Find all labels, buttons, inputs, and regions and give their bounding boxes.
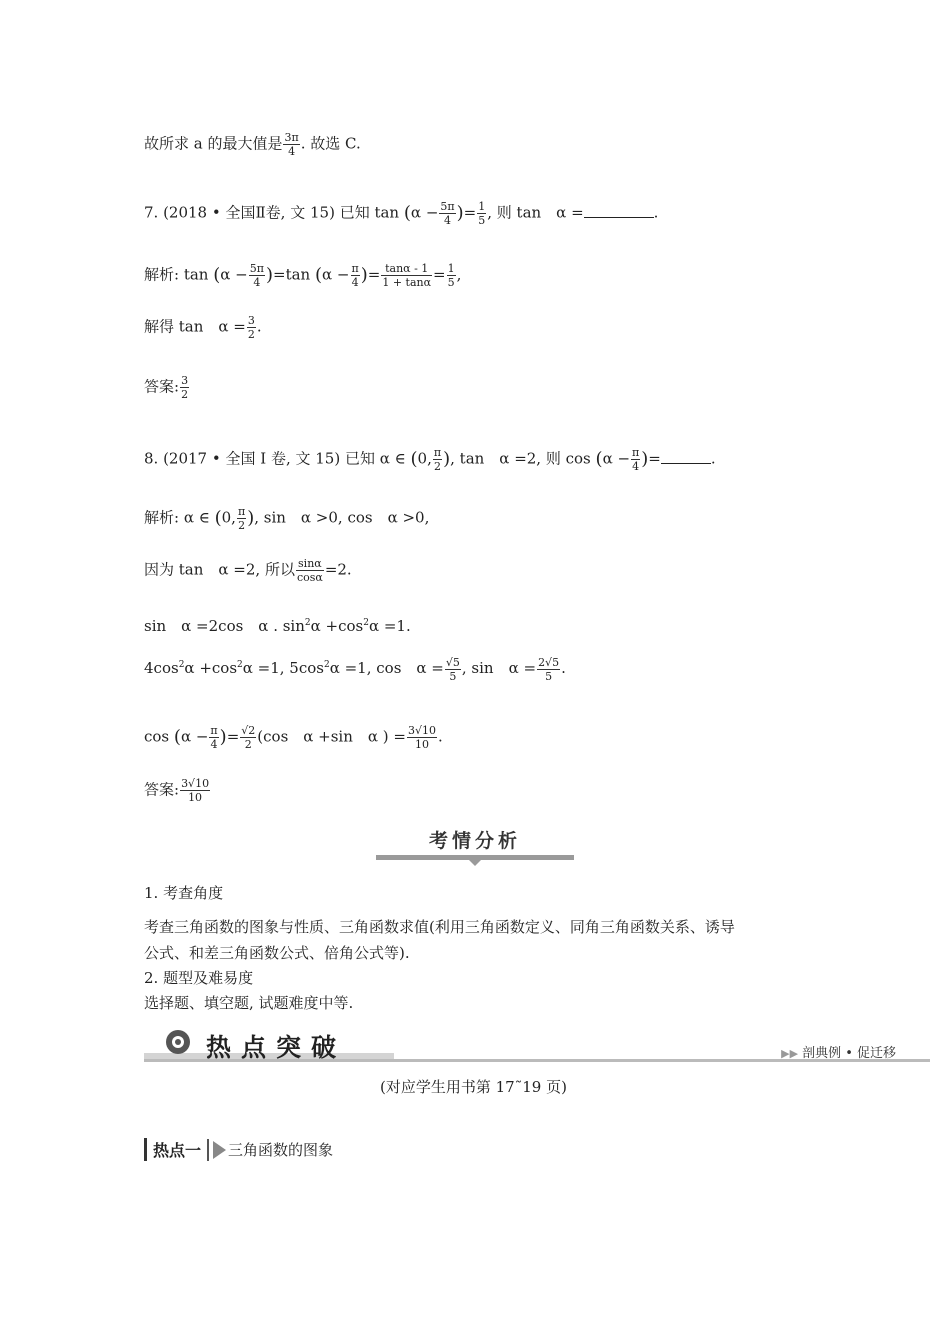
- paren: (: [595, 448, 603, 470]
- denominator: 4: [210, 738, 218, 751]
- fraction: [209, 724, 218, 751]
- text: =: [463, 203, 477, 222]
- fraction: [433, 446, 442, 473]
- fraction: [296, 557, 324, 584]
- paren: (: [315, 264, 323, 286]
- text: α =1.: [368, 617, 411, 635]
- denominator: 1 + tanα: [382, 276, 432, 289]
- text: α −: [410, 203, 439, 222]
- numerator: 2√5: [538, 655, 560, 669]
- text: =2.: [324, 560, 352, 579]
- text: (cos α +sin α ) =: [257, 727, 406, 746]
- fraction: [180, 777, 210, 804]
- text: =tan: [273, 265, 311, 284]
- paren: ): [247, 507, 255, 529]
- text: α +cos: [184, 659, 238, 677]
- target-icon: [166, 1030, 190, 1054]
- text: α −: [180, 727, 209, 746]
- banner-subtitle-text: 剖典例 • 促迁移: [802, 1046, 896, 1061]
- fraction: [477, 200, 486, 227]
- solution-8-line-1: [144, 505, 429, 532]
- paren: (: [213, 264, 221, 286]
- numerator: 3: [247, 314, 255, 327]
- text: .: [438, 727, 443, 746]
- numerator: π: [237, 505, 246, 518]
- text: =: [226, 727, 240, 746]
- divider: [207, 1139, 209, 1161]
- denominator: 4: [351, 276, 359, 289]
- text: 4cos: [144, 659, 179, 677]
- fraction: [240, 724, 256, 751]
- denominator: 4: [444, 214, 451, 227]
- numerator: 1: [478, 200, 486, 213]
- answer-label: 答案:: [144, 780, 180, 799]
- numerator: √2: [241, 724, 256, 737]
- numerator: sinα: [296, 557, 324, 571]
- numerator: 5π: [249, 262, 264, 275]
- solution-7-result: [144, 314, 262, 341]
- superscript: 2: [363, 618, 369, 628]
- hot-topics-banner: [144, 1026, 930, 1062]
- paren: ): [360, 264, 368, 286]
- triangle-pointer-icon: [469, 860, 481, 866]
- fraction: [247, 314, 256, 341]
- numerator: 3: [181, 374, 189, 387]
- text: sin α =2cos α . sin: [144, 617, 305, 635]
- denominator: 2: [244, 738, 252, 751]
- numerator: π: [351, 262, 359, 275]
- text: 解析: tan: [144, 265, 209, 284]
- analysis-paragraph: 选择题、填空题, 试题难度中等.: [144, 994, 354, 1012]
- banner-title: 热点突破: [206, 1033, 347, 1062]
- fraction: [439, 200, 455, 227]
- denominator: 5: [478, 214, 486, 227]
- numerator: 3π: [284, 131, 299, 144]
- banner-subtitle: [781, 1042, 896, 1061]
- superscript: 2: [237, 660, 243, 670]
- fraction: [351, 262, 360, 289]
- fraction: [381, 262, 432, 289]
- denominator: cosα: [296, 571, 323, 584]
- paren: (: [403, 202, 411, 224]
- text: 故所求 a 的最大值是: [144, 134, 283, 153]
- numerator: π: [433, 446, 442, 459]
- denominator: 5: [545, 669, 553, 683]
- text: .: [256, 317, 262, 336]
- analysis-paragraph: 考查三角函数的图象与性质、三角函数求值(利用三角函数定义、同角三角函数关系、诱导: [144, 918, 735, 936]
- paren: ): [456, 202, 464, 224]
- analysis-heading-1: 1. 考查角度: [144, 884, 224, 902]
- paren: ): [219, 726, 227, 748]
- paren: ): [443, 448, 451, 470]
- text: 因为 tan α =2, 所以: [144, 560, 295, 579]
- superscript: 2: [304, 618, 311, 628]
- superscript: 2: [323, 660, 330, 670]
- text: 解得 tan α =: [144, 317, 246, 336]
- hot-point-1: [144, 1138, 333, 1164]
- numerator: 3√10: [407, 724, 436, 737]
- question-7: [144, 200, 658, 227]
- denominator: 4: [253, 276, 261, 289]
- hot-point-tag: 热点一: [144, 1138, 201, 1161]
- denominator: 4: [632, 460, 640, 473]
- text: =: [367, 265, 381, 284]
- paren: ): [641, 448, 649, 470]
- fraction: [447, 262, 456, 289]
- text: , sin α =: [461, 659, 537, 677]
- text: . 故选 C.: [300, 134, 361, 153]
- answer-8: [144, 777, 211, 804]
- text: α −: [322, 265, 350, 284]
- text: α −: [602, 449, 631, 468]
- answer-blank[interactable]: [584, 203, 654, 218]
- text: α =1, cos α =: [329, 659, 444, 677]
- text: α +cos: [310, 617, 364, 635]
- text: , sin α >0, cos α >0,: [254, 508, 430, 527]
- fraction: [249, 262, 265, 289]
- text: .: [653, 203, 659, 222]
- text: 0,: [417, 449, 432, 468]
- text: cos: [144, 727, 170, 746]
- paren: ): [265, 264, 274, 286]
- denominator: 2: [181, 388, 189, 401]
- fraction: [631, 446, 640, 473]
- play-arrow-icon: [213, 1141, 226, 1159]
- denominator: 10: [188, 791, 203, 804]
- text: 0,: [221, 508, 236, 527]
- hot-point-title: 三角函数的图象: [228, 1141, 334, 1159]
- denominator: 2: [247, 328, 255, 341]
- fraction: [237, 505, 246, 532]
- double-arrow-icon: ▶▶: [781, 1047, 799, 1060]
- fraction: [537, 656, 560, 683]
- fraction: [180, 374, 189, 401]
- section-title: 考情分析: [428, 830, 521, 852]
- conclusion-line: [144, 131, 361, 158]
- answer-label: 答案:: [144, 377, 180, 396]
- paren: (: [173, 726, 181, 748]
- solution-8-line-2: [144, 557, 352, 584]
- text: α −: [220, 265, 248, 284]
- analysis-paragraph: 公式、和差三角函数公式、倍角公式等).: [144, 944, 410, 962]
- text: α =1, 5cos: [242, 659, 324, 677]
- question-8: [144, 446, 716, 473]
- solution-8-line-3: [144, 613, 411, 636]
- fraction: [445, 656, 461, 683]
- answer-blank[interactable]: [661, 449, 711, 464]
- answer-7: [144, 374, 190, 401]
- fraction: [407, 724, 437, 751]
- numerator: 5π: [440, 200, 455, 213]
- page-reference: (对应学生用书第 17˜19 页): [380, 1078, 567, 1096]
- text: ,: [456, 265, 462, 284]
- numerator: π: [210, 724, 218, 737]
- text: =: [433, 265, 446, 284]
- paren: (: [410, 448, 418, 470]
- text: , 则 tan α =: [487, 203, 584, 222]
- numerator: √5: [445, 655, 460, 669]
- text: =: [648, 449, 661, 468]
- denominator: 10: [414, 738, 429, 751]
- text: , tan α =2, 则 cos: [450, 449, 591, 468]
- paren: (: [214, 507, 222, 529]
- analysis-heading-2: 2. 题型及难易度: [144, 969, 254, 987]
- numerator: π: [632, 446, 640, 459]
- denominator: 4: [288, 145, 296, 158]
- numerator: tanα - 1: [381, 262, 432, 276]
- solution-8-line-4: [144, 655, 566, 683]
- text: 解析: α ∈: [144, 508, 210, 527]
- text: .: [710, 449, 716, 468]
- numerator: 3√10: [181, 777, 210, 790]
- section-header-analysis: [376, 826, 574, 860]
- superscript: 2: [178, 660, 185, 670]
- question-text: 8. (2017 • 全国 Ⅰ 卷, 文 15) 已知 α ∈: [144, 449, 406, 468]
- text: .: [561, 659, 566, 677]
- solution-7: [144, 262, 461, 289]
- denominator: 5: [447, 276, 455, 289]
- denominator: 5: [449, 669, 457, 683]
- solution-8-line-5: [144, 724, 443, 751]
- denominator: 2: [238, 519, 246, 532]
- numerator: 1: [447, 262, 455, 275]
- denominator: 2: [433, 460, 441, 473]
- fraction: [283, 131, 299, 158]
- question-text: 7. (2018 • 全国Ⅱ卷, 文 15) 已知 tan: [144, 203, 400, 222]
